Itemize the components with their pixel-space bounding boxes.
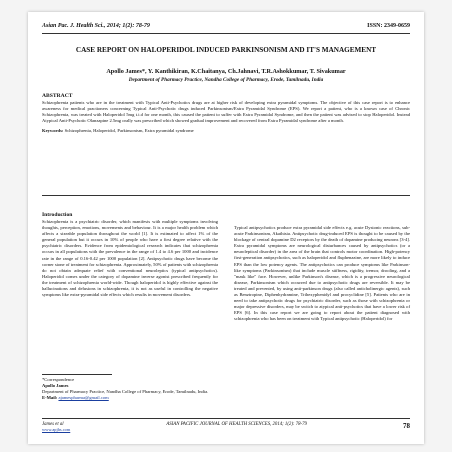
correspondence-label: *Correspondence [42,377,75,382]
email-link[interactable]: ajamespharma@gmail.com [58,395,109,401]
correspondence-block [42,374,218,401]
correspondence-name: Apollo James [42,383,69,389]
correspondence-email-line [42,395,218,401]
page-number: 78 [403,422,410,430]
footer-authors: James et al [42,422,64,427]
keywords-label: Keywords: [42,128,64,134]
abstract-rule [42,195,410,196]
right-column [234,225,410,323]
introduction-heading: Introduction [42,212,73,218]
footer-rule [42,418,410,419]
issn-label: ISSN: 2349-0659 [367,22,410,29]
footer-left [42,422,70,432]
footer-journal: ASIAN PACIFIC JOURNAL OF HEALTH SCIENCES, 2014; 1(2): 78-79 [166,422,307,427]
left-column [42,211,218,298]
abstract-section [42,92,410,134]
email-label: E-Mail: [42,395,58,401]
introduction-left-text: Schizophrenia is a psychiatric disorder, which manifests with multiple symptoms involving thoughts, perception, emotions, movements and behaviour. It is a major health problem which affects a sizeable population throughout the world [1]. It is estimated to affect 1% of the general population but it occurs in 10% of people who have a first degree relative with the psychiatric disorders. Evidence from epidemiological research indicates that schizophrenia occurs in all populations with the prevalence in the range of 1.4 to 4.6 per 1000 and incidence rate in the range of 0.16-0.42 per 1000 population [2]. Antipsychotic drugs have become the corner stone of treatment for schizophrenia. Approximately, 50% of patients with schizophrenia do not obtain adequate relief with conventional neuroleptics (typical antipsychotics). Haloperidol comes under the category of dopamine inverse agonist prescribed frequently for the treatment of schizophrenia world-wide. Though haloperidol is highly effective against the hallucinations and delusions in schizophrenia, it is not as useful in controlling the negative symptoms like extra-pyramidal side effects which results in movement disorders. [42,219,218,298]
keywords [42,128,410,134]
journal-url-link[interactable]: www.apjhs.com [42,427,71,432]
introduction-right-text: Typical antipsychotics produce extra pyramidal side effects e.g. acute Dystonic reactions, sub-acute Parkinsonism, Akathisia. Antipsychotic drug-induced EPS is thought to be caused by the blockage of central dopamine D2 receptors by the death of dopamine producing neurons [3-4]. Extra pyramidal symptoms are neurological disturbances caused by antipsychotics (or a neuroleptical disorder) in the area of the brain that controls motor coordination. High-potency first-generation antipsychotics, such as haloperidol and fluphenazine, are more likely to induce EPS than the low potency agents. The antipsychotics can produce symptoms like Parkinson-like symptoms (Parkinsonism) that include muscle stiffness, rigidity, tremor, drooling, and a "mask like" face. However, unlike Parkinson's disease, which is a progressive neurological disease, Parkinsonism which occurred due to antipsychotic drugs are reversible. It may be treated and prevented, by using anti-parkinson drugs (also called anticholinergic agents), such as Benztropine, Diphenhydramine, Trihexyphenidyl and procyclidine [5]. Patients who are in need to take antipsychotic drugs for psychiatric disorder, such as those with schizophrenia or major depressive disorders, may be switch to atypical anti-psychotics that have a lower risk of EPS [6]. In this case report we are going to report about the patient diagnosed with schizophrenia who has been on treatment with Typical antipsychotic (Haloperidol) for [234,225,410,322]
abstract-text: Schizophrenia patients who are in the treatment with Typical Anti-Psychotics drugs are at higher risk of developing extra pyramidal symptoms. The objective of this case report is to enhance awareness for medical practioners concerning Typical Anti-Psychotic drugs induced Parkinsonism/Extra Pyramidal Syndrome (EPS). We report a patient, who is a known case of Chronic Schizophrenia, was treated with Haloperidol 5mg t.i.d for one month, this caused the patient to suffer with Extra Pyramidal Syndrome, and then the patient was advised to stop Haloperidol. Instead Atypical Anti-Psychotic Olanzapine 2.5mg orally was prescribed which showed gradual improvement and recovered from Extra Pyramidal syndrome after a month. [42,100,410,124]
running-header [42,20,410,31]
abstract-heading: ABSTRACT [42,93,73,99]
correspondence-rule [42,374,112,375]
paper-page [28,12,424,444]
running-footer [42,422,410,434]
author-list: Apollo James*, Y. Kanthikiran, K.Chaitanya, Ch.Jahnavi, T.R.Ashokkumar, T. Sivakumar [106,68,346,75]
author-affiliation: Department of Pharmacy Practice, Nandha College of Pharmacy, Erode, Tamilnadu, India [128,77,324,83]
paper-title: CASE REPORT ON HALOPERIDOL INDUCED PARKINSONISM AND IT'S MANAGEMENT [75,46,377,54]
header-rule [42,33,410,34]
journal-citation: Asian Pac. J. Health Sci., 2014; 1(2): 78-79 [42,22,150,29]
correspondence-address: Department of Pharmacy Practice, Nandha College of Pharmacy, Erode, Tamilnadu, India. [42,389,209,395]
keywords-list: Schizophrenia, Haloperidol, Parkinsonism, Extra pyramidal syndrome [64,128,194,134]
